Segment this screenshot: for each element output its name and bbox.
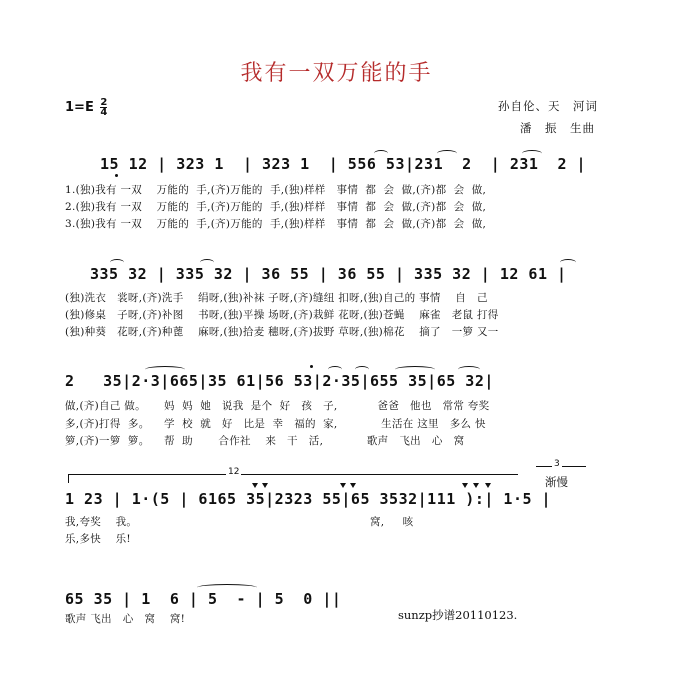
lyric-line-1-verse-1: 1.(独)我有 一双 万能的 手,(齐)万能的 手,(独)样样 事情 都 会 做,(齐)都 会 做, — [65, 184, 487, 196]
lyricist-credit: 孙自伦、天 河词 — [498, 99, 598, 113]
notation-line-1: 15 12 | 323 1 | 323 1 | 556 53|231 2 | 231 2 | — [100, 155, 587, 173]
lyric-line-1-verse-3: 3.(独)我有 一双 万能的 手,(齐)万能的 手,(独)样样 事情 都 会 做,(齐)都 会 做, — [65, 218, 487, 230]
lyric-line-4-verse-1: 我,夸奖 我。 窝, 咳 — [65, 516, 414, 528]
volta-label-1-2: 12 — [228, 467, 240, 477]
volta-bracket-edge — [68, 474, 69, 483]
lyric-line-3-verse-2: 多,(齐)打得 多。 学 校 就 好 比是 幸 福的 家, 生活在 这里 多么 快 — [65, 418, 486, 430]
accent-mark — [462, 483, 468, 488]
slur-mark — [110, 259, 124, 266]
transcriber-note: sunzp抄谱20110123. — [398, 608, 518, 622]
lyric-line-3-verse-3: 箩,(齐)一箩 箩。 帮 助 合作社 来 干 活, 歌声 飞出 心 窝 — [65, 435, 465, 447]
accent-mark — [473, 483, 479, 488]
low-octave-dot — [115, 174, 118, 177]
slur-mark — [355, 366, 369, 373]
lyric-line-2-verse-1: (独)洗衣 裳呀,(齐)洗手 绢呀,(独)补袜 子呀,(齐)缝纽 扣呀,(独)自己的 事情 自 己 — [65, 292, 488, 304]
slur-mark — [145, 366, 185, 373]
slur-mark — [522, 150, 542, 157]
accent-mark — [262, 483, 268, 488]
key-signature — [65, 98, 107, 117]
lyric-line-5-verse-1: 歌声 飞出 心 窝 窝! — [65, 613, 186, 625]
volta-bracket-1-2 — [68, 474, 518, 475]
song-title: 我有一双万能的手 — [240, 61, 433, 86]
accent-mark — [340, 483, 346, 488]
slur-mark — [395, 366, 435, 373]
composer-credit: 潘 振 生曲 — [520, 121, 595, 135]
accent-mark — [350, 483, 356, 488]
notation-line-3: 2 35|2·3|665|35 61|56 53|2·35|655 35|65 32| — [65, 372, 494, 390]
slur-mark — [328, 366, 342, 373]
accent-mark — [485, 483, 491, 488]
lyric-line-4-verse-2: 乐,多快 乐! — [65, 533, 131, 545]
accent-mark — [252, 483, 258, 488]
notation-line-2: 335 32 | 335 32 | 36 55 | 36 55 | 335 32 | 12 61 | — [90, 265, 567, 283]
slur-mark — [374, 150, 388, 157]
slur-mark — [200, 259, 214, 266]
volta-label-3: 3 — [554, 459, 560, 469]
slur-mark — [437, 150, 457, 157]
time-top: 2 — [100, 97, 108, 108]
time-bottom: 4 — [100, 107, 108, 118]
lyric-line-2-verse-3: (独)种葵 花呀,(齐)种蓖 麻呀,(独)拾麦 穗呀,(齐)拔野 草呀,(独)棉花 摘了 一箩 又一 — [65, 326, 499, 338]
lyric-line-1-verse-2: 2.(独)我有 一双 万能的 手,(齐)万能的 手,(独)样样 事情 都 会 做,(齐)都 会 做, — [65, 201, 487, 213]
high-octave-dot — [310, 365, 313, 368]
lyric-line-3-verse-1: 做,(齐)自己 做。 妈 妈 她 说我 是个 好 孩 子, 爸爸 他也 常常 夸奖 — [65, 400, 490, 412]
notation-line-5: 65 35 | 1 6 | 5 - | 5 0 || — [65, 590, 342, 608]
lyric-line-2-verse-2: (独)修桌 子呀,(齐)补图 书呀,(独)平操 场呀,(齐)栽鲜 花呀,(独)苍蝇 麻雀 老鼠 打得 — [65, 309, 499, 321]
tempo-marking: 渐慢 — [545, 475, 568, 489]
notation-line-4: 1 23 | 1·(5 | 6165 35|2323 55|65 3532|111 ):| 1·5 | — [65, 490, 552, 508]
key-label: 1=E — [65, 100, 94, 115]
slur-mark — [458, 366, 480, 373]
slur-mark — [560, 259, 576, 266]
time-signature — [100, 98, 107, 117]
